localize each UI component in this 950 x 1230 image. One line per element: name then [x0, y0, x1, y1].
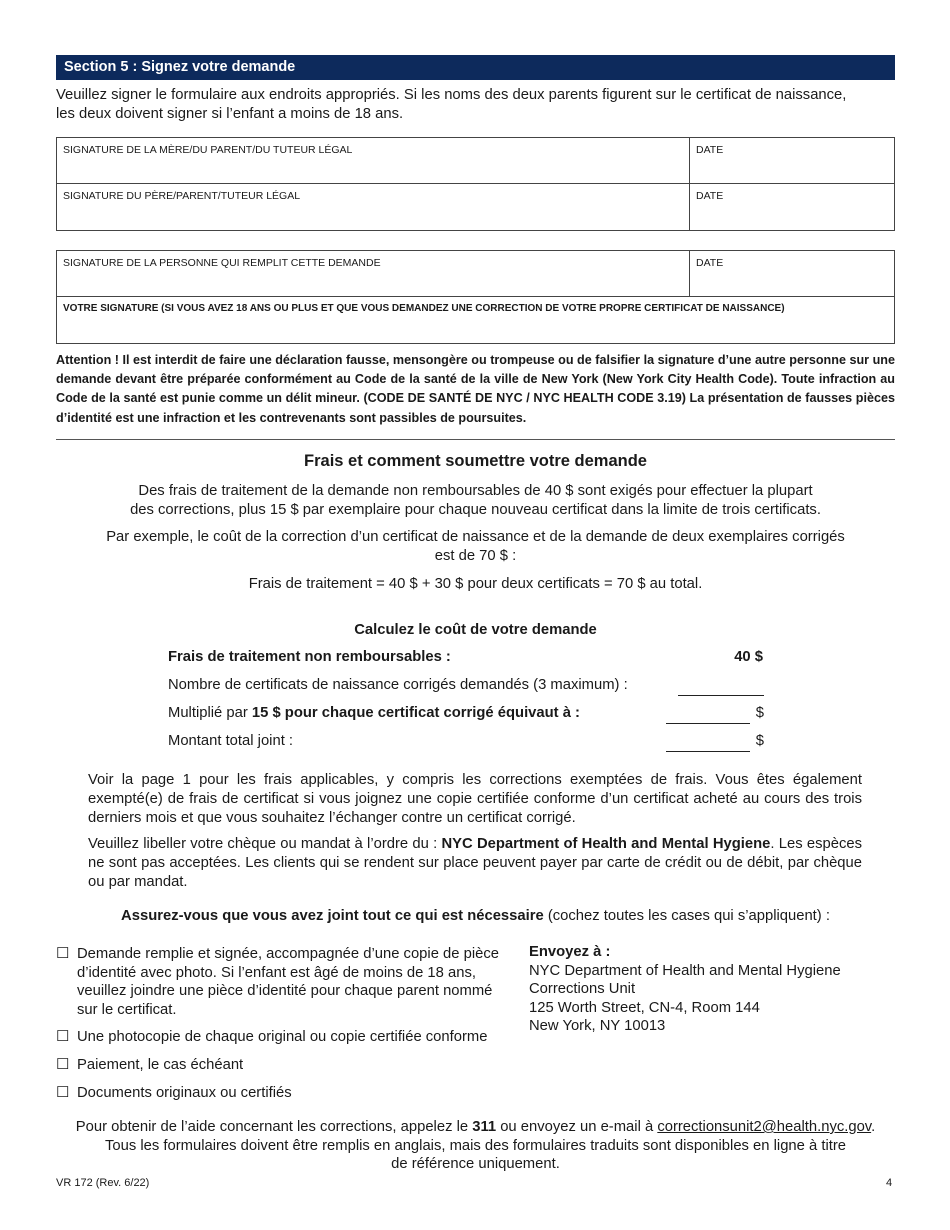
- mailing-address: [529, 943, 889, 1036]
- help-line-3: de référence uniquement.: [391, 1156, 560, 1172]
- form-id: VR 172 (Rev. 6/22): [56, 1177, 150, 1189]
- father-signature-label: SIGNATURE DU PÈRE/PARENT/TUTEUR LÉGAL: [63, 190, 301, 202]
- fees-example: Frais de traitement = 40 $ + 30 $ pour deux certificats = 70 $ au total.: [248, 576, 703, 592]
- checkbox-icon[interactable]: ☐: [56, 1029, 70, 1045]
- payment-prefix: Veuillez libeller votre chèque ou mandat à l’ordre du :: [88, 836, 442, 852]
- intro-line-2: les deux doivent signer si l’enfant a moins de 18 ans.: [56, 106, 404, 122]
- calc-title: Calculez le coût de votre demande: [354, 622, 597, 638]
- address-line: 125 Worth Street, CN-4, Room 144: [529, 999, 760, 1016]
- fees-paragraph-2: [56, 528, 895, 565]
- certificate-count-label: Nombre de certificats de naissance corrigés demandés (3 maximum) :: [168, 677, 628, 693]
- calc-row-count: [168, 677, 768, 697]
- own-signature-label: VOTRE SIGNATURE (SI VOUS AVEZ 18 ANS OU PLUS ET QUE VOUS DEMANDEZ UNE CORRECTION DE VOTRE PROPRE CERTIFICAT DE NAISSANCE): [63, 303, 785, 314]
- parent-signature-table: [56, 137, 895, 231]
- fees-heading: Frais et comment soumettre votre demande: [304, 452, 647, 470]
- checklist-item-label: Paiement, le cas échéant: [77, 1057, 244, 1073]
- total-label: Montant total joint :: [168, 733, 294, 749]
- mother-date-field[interactable]: [690, 138, 894, 183]
- checklist-item-label: Documents originaux ou certifiés: [77, 1085, 292, 1101]
- checklist-item-payment[interactable]: [56, 1056, 516, 1075]
- date-label: DATE: [696, 144, 724, 156]
- page-number: 4: [886, 1177, 893, 1189]
- date-label: DATE: [696, 190, 724, 202]
- filler-date-field[interactable]: [690, 251, 894, 296]
- payment-paragraph: [88, 835, 862, 892]
- calc-row-processing-fee: [168, 649, 768, 669]
- total-amount-input[interactable]: [666, 733, 750, 752]
- section-title: Section 5 : Signez votre demande: [56, 55, 895, 80]
- calc-row-multiplied: [168, 705, 768, 725]
- father-signature-row: [57, 184, 894, 230]
- intro-line-1: Veuillez signer le formulaire aux endroits appropriés. Si les noms des deux parents figurent sur le certificat de naissance,: [56, 87, 847, 103]
- dollar-sign: $: [755, 733, 764, 749]
- fees-paragraph-1: [56, 482, 895, 519]
- checkbox-icon[interactable]: ☐: [56, 1085, 70, 1101]
- help-middle: ou envoyez un e-mail à: [496, 1119, 658, 1135]
- payment-suffix: . Les espèces ne sont pas acceptées. Les clients qui se rendent sur place peuvent payer par carte de crédit ou de débit, par chèque ou par mandat.: [88, 836, 862, 890]
- assure-bold: Assurez-vous que vous avez joint tout ce qui est nécessaire: [121, 908, 544, 924]
- help-line-1: [56, 1118, 895, 1137]
- help-text: [56, 1118, 895, 1174]
- multiplied-prefix: Multiplié par: [168, 705, 252, 721]
- mother-signature-label: SIGNATURE DE LA MÈRE/DU PARENT/DU TUTEUR LÉGAL: [63, 144, 353, 156]
- filler-signature-row: [57, 251, 894, 297]
- filler-signature-label: SIGNATURE DE LA PERSONNE QUI REMPLIT CETTE DEMANDE: [63, 257, 381, 269]
- mother-signature-field[interactable]: [57, 138, 690, 183]
- filler-signature-table: [56, 250, 895, 344]
- date-label: DATE: [696, 257, 724, 269]
- checklist-item-documents[interactable]: [56, 1084, 516, 1103]
- multiplied-bold: 15 $ pour chaque certificat corrigé équivaut à :: [251, 705, 580, 721]
- father-signature-field[interactable]: [57, 184, 690, 230]
- multiplied-label: [168, 705, 580, 721]
- send-title: Envoyez à :: [529, 944, 611, 960]
- address-line: NYC Department of Health and Mental Hygiene: [529, 962, 841, 979]
- calc-row-total: [168, 733, 768, 753]
- fees-p2-line2: est de 70 $ :: [434, 547, 517, 564]
- checklist-item-application[interactable]: [56, 945, 516, 1019]
- email-link[interactable]: correctionsunit2@health.nyc.gov: [657, 1119, 872, 1135]
- own-signature-field[interactable]: [57, 297, 894, 343]
- fees-p1-line1: Des frais de traitement de la demande non remboursables de 40 $ sont exigés pour effectuer la plupart: [138, 483, 813, 499]
- mother-signature-row: [57, 138, 894, 184]
- divider: [56, 439, 895, 440]
- help-line-2: Tous les formulaires doivent être remplis en anglais, mais des formulaires traduits sont disponibles en ligne à titre: [104, 1137, 847, 1154]
- intro-text: [56, 86, 895, 124]
- checklist-item-label: Demande remplie et signée, accompagnée d’une copie de pièce d’identité avec photo. Si l’enfant est âgé de moins de 18 ans, veuillez joindre une pièce d’identité pour chaque parent nommé sur le certificat.: [77, 946, 499, 1018]
- processing-fee-label: Frais de traitement non remboursables :: [168, 649, 451, 665]
- checklist-item-photocopy[interactable]: [56, 1028, 516, 1047]
- processing-fee-value: 40 $: [734, 649, 763, 665]
- address-line: New York, NY 10013: [529, 1018, 666, 1034]
- checkbox-icon[interactable]: ☐: [56, 946, 70, 962]
- checkbox-icon[interactable]: ☐: [56, 1057, 70, 1073]
- father-date-field[interactable]: [690, 184, 894, 230]
- certificate-amount-input[interactable]: [666, 705, 750, 724]
- certificate-count-input[interactable]: [678, 677, 764, 696]
- address-line: Corrections Unit: [529, 981, 636, 997]
- help-phone: 311: [472, 1119, 497, 1135]
- own-signature-row: [57, 297, 894, 343]
- checklist-item-label: Une photocopie de chaque original ou copie certifiée conforme: [77, 1029, 488, 1045]
- dollar-sign: $: [755, 705, 764, 721]
- exemption-paragraph: Voir la page 1 pour les frais applicables, y compris les corrections exemptées de frais. Vous êtes également exempté(e) de frais de certificat si vous joignez une copie certifiée conforme d’un certificat acheté au cours des trois derniers mois et que vous souhaitez l’échanger contre un certificat corrigé.: [88, 772, 862, 826]
- checklist-instruction: [56, 908, 895, 924]
- payee-name: NYC Department of Health and Mental Hygiene: [441, 836, 771, 852]
- filler-signature-field[interactable]: [57, 251, 690, 296]
- legal-warning: Attention ! Il est interdit de faire une déclaration fausse, mensongère ou trompeuse ou de falsifier la signature d’une autre personne sur une demande devant être préparée conformément au Code de la santé de la ville de New York (New York City Health Code). Toute infraction au Code de la santé est punie comme un délit mineur. (CODE DE SANTÉ DE NYC / NYC HEALTH CODE 3.19) La présentation de fausses pièces d’identité est une infraction et les contrevenants sont passibles de poursuites.: [56, 353, 895, 425]
- help-prefix: Pour obtenir de l’aide concernant les corrections, appelez le: [75, 1119, 473, 1135]
- fees-p2-line1: Par exemple, le coût de la correction d’un certificat de naissance et de la demande de deux exemplaires corrigés: [106, 529, 845, 545]
- fees-p1-line2: des corrections, plus 15 $ par exemplaire pour chaque nouveau certificat dans la limite de trois certificats.: [130, 501, 821, 518]
- assure-rest: (cochez toutes les cases qui s’appliquent) :: [543, 908, 830, 924]
- help-end: .: [871, 1119, 876, 1135]
